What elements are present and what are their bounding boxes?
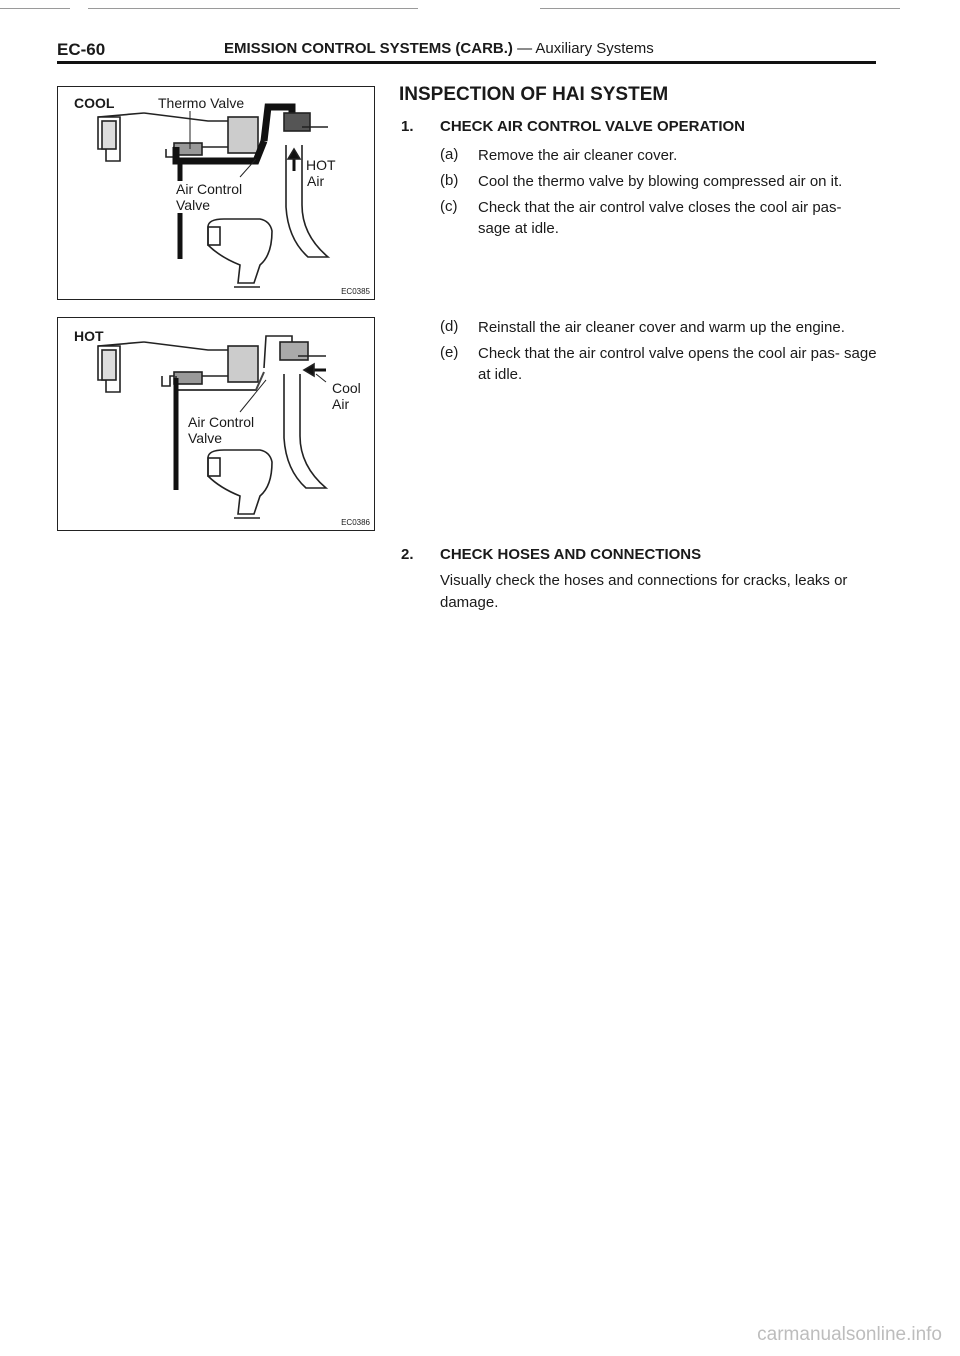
air-control-valve-label-line2: Valve — [188, 430, 222, 446]
cool-air-label-line2: Air — [332, 396, 350, 412]
scan-artifact-line — [0, 8, 70, 9]
section-title: EMISSION CONTROL SYSTEMS (CARB.) — [224, 40, 513, 57]
scan-artifact-line — [88, 8, 418, 9]
figure-code: EC0386 — [341, 518, 370, 527]
step-number: 2. — [401, 546, 414, 563]
item-text: Cool the thermo valve by blowing compressed air on it. — [478, 173, 843, 190]
figure-cool — [57, 86, 375, 300]
watermark: carmanualsonline.info — [757, 1324, 942, 1345]
item-letter: (c) — [440, 198, 458, 215]
section-subtitle: — Auxiliary Systems — [512, 40, 654, 57]
hot-air-label-line2: Air — [307, 173, 325, 189]
item-text: Check that the air control valve closes the cool air pas- sage at idle. — [478, 199, 842, 237]
step-number: 1. — [401, 118, 414, 135]
item-text: Remove the air cleaner cover. — [478, 147, 678, 164]
mode-label-hot: HOT — [74, 328, 104, 344]
figure-code: EC0385 — [341, 287, 370, 296]
figure-hot — [57, 317, 375, 531]
item-letter: (d) — [440, 318, 459, 335]
air-control-valve-label-line1: Air Control — [176, 181, 243, 197]
step-paragraph: Visually check the hoses and connections for cracks, leaks or damage. — [440, 572, 848, 611]
item-text: Reinstall the air cleaner cover and warm up the engine. — [478, 319, 845, 336]
air-control-valve-label-line2: Valve — [176, 197, 210, 213]
item-letter: (e) — [440, 344, 459, 361]
item-text: Check that the air control valve opens the cool air pas- sage at idle. — [478, 345, 877, 383]
item-letter: (b) — [440, 172, 459, 189]
hot-air-label-line1: HOT — [306, 157, 336, 173]
step-title: CHECK AIR CONTROL VALVE OPERATION — [440, 118, 746, 135]
header-rule — [57, 61, 876, 64]
item-letter: (a) — [440, 146, 459, 163]
scan-artifact-line — [540, 8, 900, 9]
page-number: EC-60 — [57, 40, 106, 59]
cool-air-label-line1: Cool — [332, 380, 361, 396]
running-header — [224, 40, 654, 57]
mode-label-cool: COOL — [74, 95, 115, 111]
step-title: CHECK HOSES AND CONNECTIONS — [440, 546, 702, 563]
section-heading: INSPECTION OF HAI SYSTEM — [399, 84, 669, 105]
thermo-valve-label: Thermo Valve — [158, 95, 245, 111]
air-control-valve-label-line1: Air Control — [188, 414, 255, 430]
